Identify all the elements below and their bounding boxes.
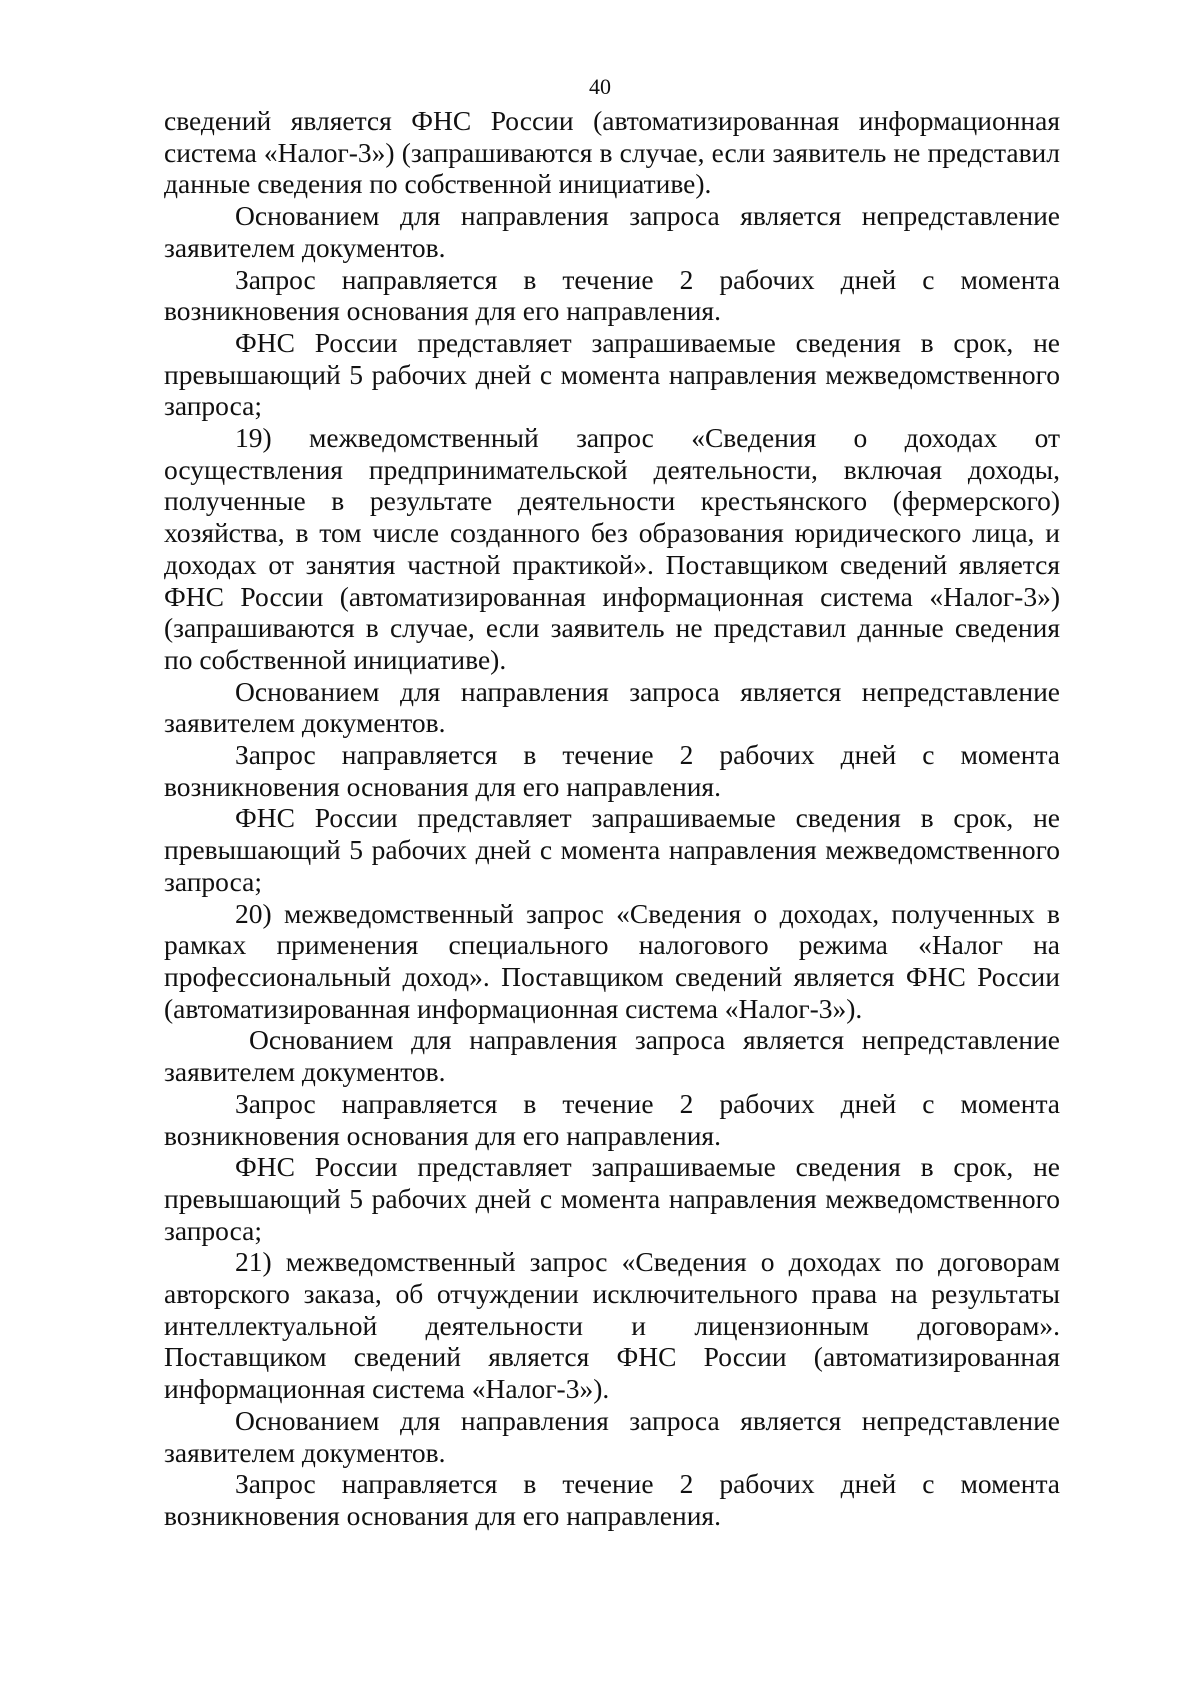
paragraph-item-21: 21) межведомственный запрос «Сведения о доходах по договорам авторского заказа, об отчуждении исключительного права на результаты интеллектуальной деятельности и лицензионным договорам». Поставщиком сведений является ФНС России (автоматизированная информационная система «Налог-3»). <box>164 1246 1060 1405</box>
paragraph-fns-response: ФНС России представляет запрашиваемые сведения в срок, не превышающий 5 рабочих дней с момента направления межведомственного запроса; <box>164 802 1060 897</box>
paragraph-basis: Основанием для направления запроса является непредставление заявителем документов. <box>164 200 1060 263</box>
paragraph-item-20: 20) межведомственный запрос «Сведения о доходах, полученных в рамках применения специального налогового режима «Налог на профессиональный доход». Поставщиком сведений является ФНС России (автоматизированная информационная система «Налог-3»). <box>164 897 1060 1024</box>
document-body <box>164 105 1060 1532</box>
paragraph-item-19: 19) межведомственный запрос «Сведения о доходах от осуществления предпринимательской деятельности, включая доходы, полученные в результате деятельности крестьянского (фермерского) хозяйства, в том числе созданного без образования юридического лица, и доходах от занятия частной практикой». Поставщиком сведений является ФНС России (автоматизированная информационная система «Налог-3») (запрашиваются в случае, если заявитель не представил данные сведения по собственной инициативе). <box>164 422 1060 675</box>
paragraph-request-timing: Запрос направляется в течение 2 рабочих дней с момента возникновения основания для его направления. <box>164 263 1060 327</box>
paragraph-request-timing: Запрос направляется в течение 2 рабочих дней с момента возникновения основания для его направления. <box>164 1087 1060 1151</box>
paragraph-continuation: сведений является ФНС России (автоматизированная информационная система «Налог-3») (запрашиваются в случае, если заявитель не представил данные сведения по собственной инициативе). <box>164 105 1060 200</box>
paragraph-basis: Основанием для направления запроса является непредставление заявителем документов. <box>164 1024 1060 1088</box>
paragraph-request-timing: Запрос направляется в течение 2 рабочих дней с момента возникновения основания для его направления. <box>164 739 1060 802</box>
paragraph-basis: Основанием для направления запроса является непредставление заявителем документов. <box>164 675 1060 739</box>
paragraph-basis: Основанием для направления запроса является непредставление заявителем документов. <box>164 1404 1060 1468</box>
paragraph-fns-response: ФНС России представляет запрашиваемые сведения в срок, не превышающий 5 рабочих дней с момента направления межведомственного запроса; <box>164 326 1060 422</box>
paragraph-request-timing: Запрос направляется в течение 2 рабочих дней с момента возникновения основания для его направления. <box>164 1468 1060 1531</box>
paragraph-fns-response: ФНС России представляет запрашиваемые сведения в срок, не превышающий 5 рабочих дней с момента направления межведомственного запроса; <box>164 1151 1060 1246</box>
page-number: 40 <box>589 74 611 99</box>
